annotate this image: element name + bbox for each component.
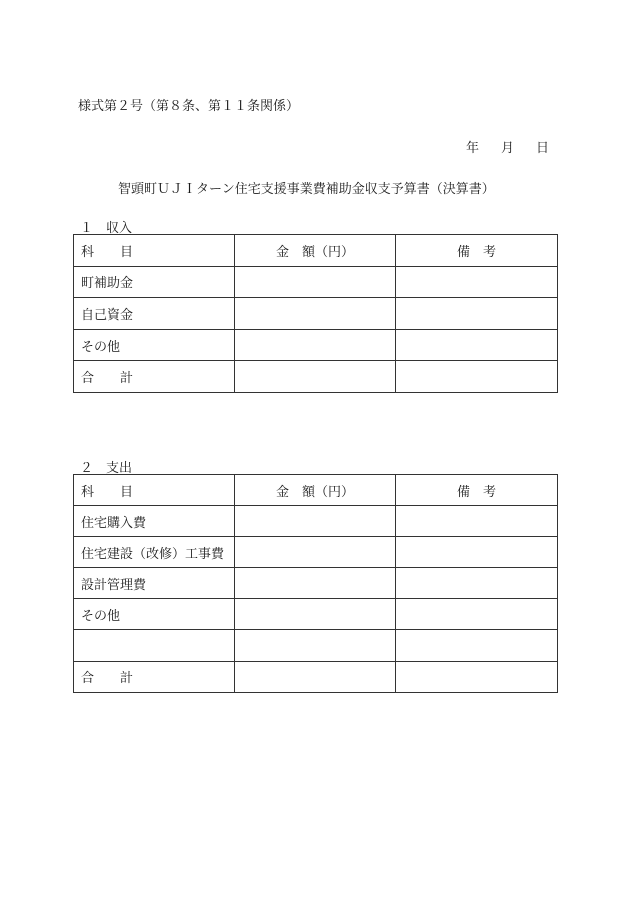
total-row: [74, 661, 558, 692]
date-year-label: 年: [466, 141, 480, 156]
income-header-row: [74, 235, 558, 267]
table-row: [74, 599, 558, 630]
header-amount: 金 額（円）: [235, 475, 396, 506]
row-item-label: 設計管理費: [74, 568, 235, 599]
date-day-label: 日: [536, 141, 550, 156]
table-row: [74, 537, 558, 568]
row-item-label: その他: [74, 329, 235, 361]
row-item-label: その他: [74, 599, 235, 630]
row-item-label: 町補助金: [74, 266, 235, 298]
expense-table: [73, 474, 558, 693]
row-item-label: 合 計: [74, 661, 235, 692]
row-item-label: 自己資金: [74, 298, 235, 330]
amount-cell[interactable]: [235, 537, 396, 568]
amount-cell[interactable]: [235, 661, 396, 692]
amount-cell[interactable]: [235, 506, 396, 537]
income-table: [73, 234, 558, 393]
remarks-cell[interactable]: [396, 661, 558, 692]
header-item: 科 目: [74, 235, 235, 267]
date-month-label: 月: [501, 141, 515, 156]
document-title: 智頭町ＵＪＩターン住宅支援事業費補助金収支予算書（決算書）: [118, 182, 495, 197]
amount-cell[interactable]: [235, 266, 396, 298]
amount-cell[interactable]: [235, 361, 396, 393]
remarks-cell[interactable]: [396, 298, 558, 330]
remarks-cell[interactable]: [396, 599, 558, 630]
expense-header-row: [74, 475, 558, 506]
remarks-cell[interactable]: [396, 506, 558, 537]
row-item-label[interactable]: [74, 630, 235, 661]
table-row: [74, 298, 558, 330]
expense-section-heading: ２ 支出: [80, 461, 133, 476]
table-row: [74, 568, 558, 599]
remarks-cell[interactable]: [396, 568, 558, 599]
row-item-label: 合 計: [74, 361, 235, 393]
amount-cell[interactable]: [235, 630, 396, 661]
income-section-heading: １ 収入: [80, 221, 133, 236]
header-item: 科 目: [74, 475, 235, 506]
header-amount: 金 額（円）: [235, 235, 396, 267]
table-row: [74, 506, 558, 537]
table-row: [74, 266, 558, 298]
row-item-label: 住宅購入費: [74, 506, 235, 537]
amount-cell[interactable]: [235, 298, 396, 330]
remarks-cell[interactable]: [396, 329, 558, 361]
amount-cell[interactable]: [235, 599, 396, 630]
remarks-cell[interactable]: [396, 361, 558, 393]
header-remarks: 備 考: [396, 475, 558, 506]
remarks-cell[interactable]: [396, 630, 558, 661]
table-row: [74, 329, 558, 361]
amount-cell[interactable]: [235, 329, 396, 361]
remarks-cell[interactable]: [396, 537, 558, 568]
table-row: [74, 630, 558, 661]
form-number: 様式第２号（第８条、第１１条関係）: [78, 99, 300, 114]
header-remarks: 備 考: [396, 235, 558, 267]
remarks-cell[interactable]: [396, 266, 558, 298]
row-item-label: 住宅建設（改修）工事費: [74, 537, 235, 568]
total-row: [74, 361, 558, 393]
date-line: [466, 137, 549, 156]
amount-cell[interactable]: [235, 568, 396, 599]
